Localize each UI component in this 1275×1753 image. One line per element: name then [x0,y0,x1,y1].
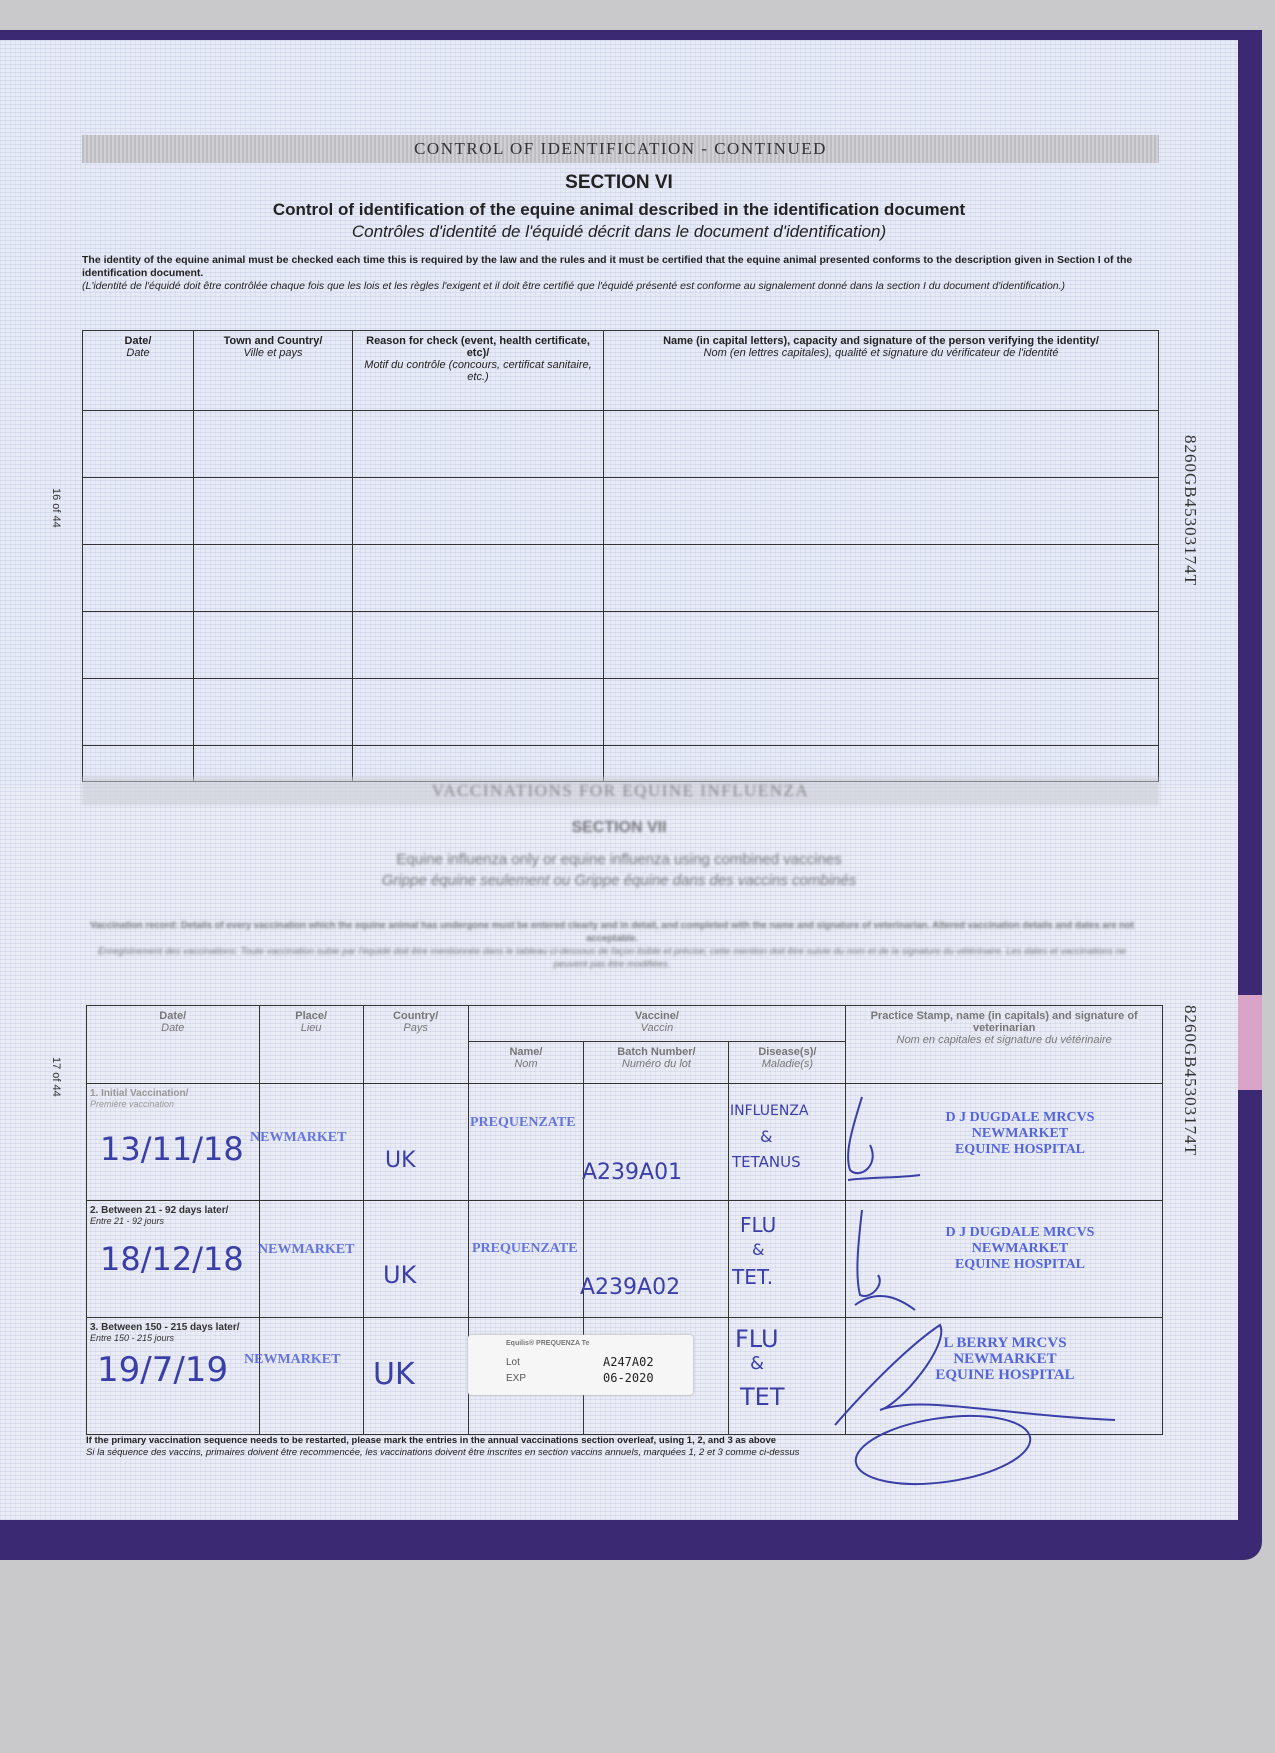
table-row: 3. Between 150 - 215 days later/ Entre 150 - 215 jours [87,1318,1163,1435]
table-row [83,478,1159,545]
col-disease: Disease(s)/ Maladie(s) [729,1042,846,1084]
col-vaccine: Vaccine/ Vaccin [468,1006,846,1042]
page-number: 17 of 44 [50,1057,62,1097]
col-town: Town and Country/ Ville et pays [194,331,353,411]
sticker-lot: A247A02 [603,1355,654,1369]
handwritten-country: UK [385,1148,416,1173]
title-fr: Grippe équine seulement ou Grippe équine dans des vaccins combinés [381,872,857,889]
handwritten-disease: INFLUENZA [730,1103,809,1119]
handwritten-batch: A239A02 [580,1275,681,1300]
handwritten-batch: A239A01 [582,1160,683,1185]
handwritten-disease: & [752,1240,765,1259]
col-stamp: Practice Stamp, name (in capitals) and signature of veterinarian Nom en capitales et signature du vétérinaire [846,1006,1163,1084]
title-en: Control of identification of the equine animal described in the identification document [272,200,966,219]
col-place: Place/ Lieu [259,1006,363,1084]
instructions-fr: (L'identité de l'équidé doit être contrôlée chaque fois que les lois et les règles l'exigent et il doit être certifié que l'équidé présenté est conforme au signalement donné dans la section I du document d'identification.) [82,280,1066,292]
handwritten-disease: & [760,1127,773,1146]
vaccine-name-stamp: PREQUENZATE [472,1241,578,1256]
band-text: CONTROL OF IDENTIFICATION - CONTINUED [414,139,827,158]
col-date: Date/ Date [87,1006,260,1084]
table-row [83,679,1159,746]
band-text: VACCINATIONS FOR EQUINE INFLUENZA [431,781,810,800]
footnote-fr: Si la séquence des vaccins, primaires doivent être recommencée, les vaccinations doivent être inscrites en section vaccins annuels, marquées 1, 2 et 3 comme ci-dessus [86,1447,800,1458]
vet-stamp: L BERRY MRCVS NEWMARKET EQUINE HOSPITAL [935,1335,1075,1383]
col-vaccine-name: Name/ Nom [468,1042,584,1084]
instructions [82,254,1142,293]
sticker-exp: 06-2020 [603,1371,654,1385]
footnote-en: If the primary vaccination sequence needs to be restarted, please mark the entries in the annual vaccinations section overleaf, using 1, 2, and 3 as above [86,1435,777,1446]
col-country: Country/ Pays [363,1006,468,1084]
place-stamp: NEWMARKET [244,1352,341,1367]
handwritten-disease: TET. [732,1265,774,1289]
table-row [83,545,1159,612]
document-id: 8260GB45303174T [1181,435,1200,586]
identity-check-table [82,330,1159,782]
title-en: Equine influenza only or equine influenza using combined vaccines [396,851,842,868]
handwritten-disease: FLU [740,1213,777,1237]
signatures [0,785,1238,1520]
handwritten-country: UK [383,1261,417,1289]
table-row: 1. Initial Vaccination/ Première vaccination [87,1084,1163,1201]
place-stamp: NEWMARKET [258,1242,355,1257]
section-title: SECTION VII [571,819,667,836]
handwritten-disease: FLU [735,1325,779,1353]
vet-stamp: D J DUGDALE MRCVS NEWMARKET EQUINE HOSPITAL [945,1225,1095,1272]
title-fr: Contrôles d'identité de l'équidé décrit dans le document d'identification) [351,222,887,241]
vaccine-sticker: Equilis® PREQUENZA Te Lot A247A02 EXP 06-2020 [468,1335,693,1395]
handwritten-date: 19/7/19 [97,1350,229,1390]
col-batch: Batch Number/ Numéro du lot [584,1042,729,1084]
handwritten-country: UK [373,1357,415,1392]
col-reason: Reason for check (event, health certificate, etc)/ Motif du contrôle (concours, certificat sanitaire, etc.) [353,331,604,411]
document-id: 8260GB45303174T [1181,1005,1200,1156]
vaccine-name-stamp: PREQUENZATE [470,1115,576,1130]
page-16 [0,40,1238,785]
table-row: 2. Between 21 - 92 days later/ Entre 21 - 92 jours [87,1201,1163,1318]
section-band [82,135,1159,163]
table-row [83,612,1159,679]
col-date: Date/ Date [83,331,194,411]
footnote [86,1435,1146,1459]
handwritten-disease: TETANUS [732,1153,801,1171]
section-title: SECTION VI [565,172,673,193]
handwritten-disease: & [750,1353,765,1374]
bookmark-tab [1238,995,1262,1090]
place-stamp: NEWMARKET [250,1130,347,1145]
instructions-fr: Enregistrement des vaccinations: Toute vaccination subie par l'équidé doit être mentionnée dans le tableau ci-dessous de façon lisible et précise; cette mention doit être suivie du nom et de la signature du vétérinaire. Les dates et vaccinations ne peuvent pas être modifiées. [97,946,1127,970]
handwritten-disease: TET [740,1383,785,1411]
page-17 [0,781,1238,1520]
col-verifier: Name (in capital letters), capacity and signature of the person verifying the identity/ Nom (en lettres capitales), qualité et signature du vérificateur de l'identité [604,331,1159,411]
table-row [83,411,1159,478]
handwritten-date: 13/11/18 [100,1130,244,1168]
instructions-en: The identity of the equine animal must be checked each time this is required by the law and the rules and it must be certified that the equine animal presented conforms to the description given in Section I of the identification document. [82,254,1133,279]
handwritten-date: 18/12/18 [100,1240,244,1278]
vet-stamp: D J DUGDALE MRCVS NEWMARKET EQUINE HOSPITAL [945,1110,1095,1157]
instructions-en: Vaccination record: Details of every vaccination which the equine animal has undergone must be entered clearly and in detail, and completed with the name and signature of veterinarian. Altered vaccination details and dates are not acceptable. [90,920,1134,944]
page-number: 16 of 44 [50,488,62,528]
